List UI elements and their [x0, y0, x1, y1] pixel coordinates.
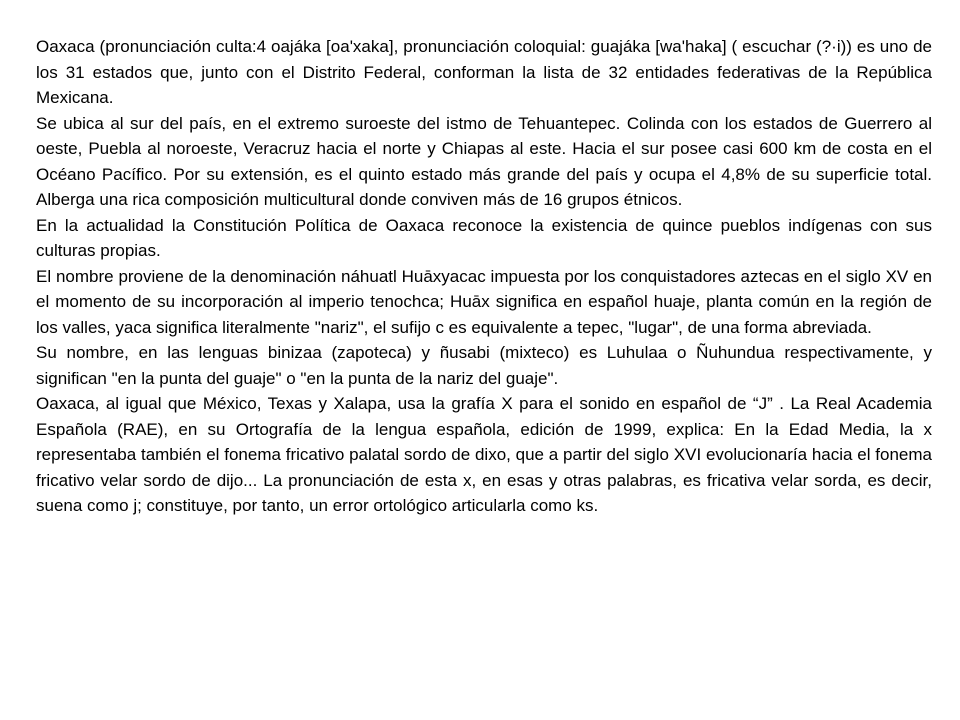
text-body: [36, 34, 932, 519]
paragraph-location: Se ubica al sur del país, en el extremo suroeste del istmo de Tehuantepec. Colinda con los estados de Guerrero al oeste, Puebla al noroeste, Veracruz hacia el norte y Chiapas al este. Hacia el sur posee casi 600 km de costa en el Océano Pacífico. Por su extensión, es el quinto estado más grande del país y ocupa el 4,8% de su superficie total. Alberga una rica composición multicultural donde conviven más de 16 grupos étnicos.: [36, 113, 932, 209]
paragraph-constitution: En la actualidad la Constitución Política de Oaxaca reconoce la existencia de quince pueblos indígenas con sus culturas propias.: [36, 215, 932, 260]
paragraph-indigenous-names: Su nombre, en las lenguas binizaa (zapoteca) y ñusabi (mixteco) es Luhulaa o Ñuhundua respectivamente, y significan "en la punta del guaje" o "en la punta de la nariz del guaje".: [36, 343, 932, 388]
paragraph-spelling: Oaxaca, al igual que México, Texas y Xalapa, usa la grafía X para el sonido en español de “J” . La Real Academia Española (RAE), en su Ortografía de la lengua española, edición de 1999, explica: En la Edad Media, la x representaba también el fonema fricativo palatal sordo de dixo, que a partir del siglo XVI evolucionaría hacia el fonema fricativo velar sordo de dijo... La pronunciación de esta x, en esas y otras palabras, es fricativa velar sorda, es decir, suena como j; constituye, por tanto, un error ortológico articularla como ks.: [36, 394, 932, 515]
paragraph-origin-intro: Oaxaca (pronunciación culta:4 oajáka [oa'xaka], pronunciación coloquial: guajáka [wa'haka] ( escuchar (?·i)) es uno de los 31 estados que, junto con el Distrito Federal, conforman la lista de 32 entidades federativas de la República Mexicana.: [36, 37, 932, 107]
paragraph-name-origin: El nombre proviene de la denominación náhuatl Huāxyacac impuesta por los conquistadores aztecas en el siglo XV en el momento de su incorporación al imperio tenochca; Huāx significa en español huaje, planta común en la región de los valles, yaca significa literalmente "nariz", el sufijo c es equivalente a tepec, "lugar", de una forma abreviada.: [36, 266, 932, 337]
